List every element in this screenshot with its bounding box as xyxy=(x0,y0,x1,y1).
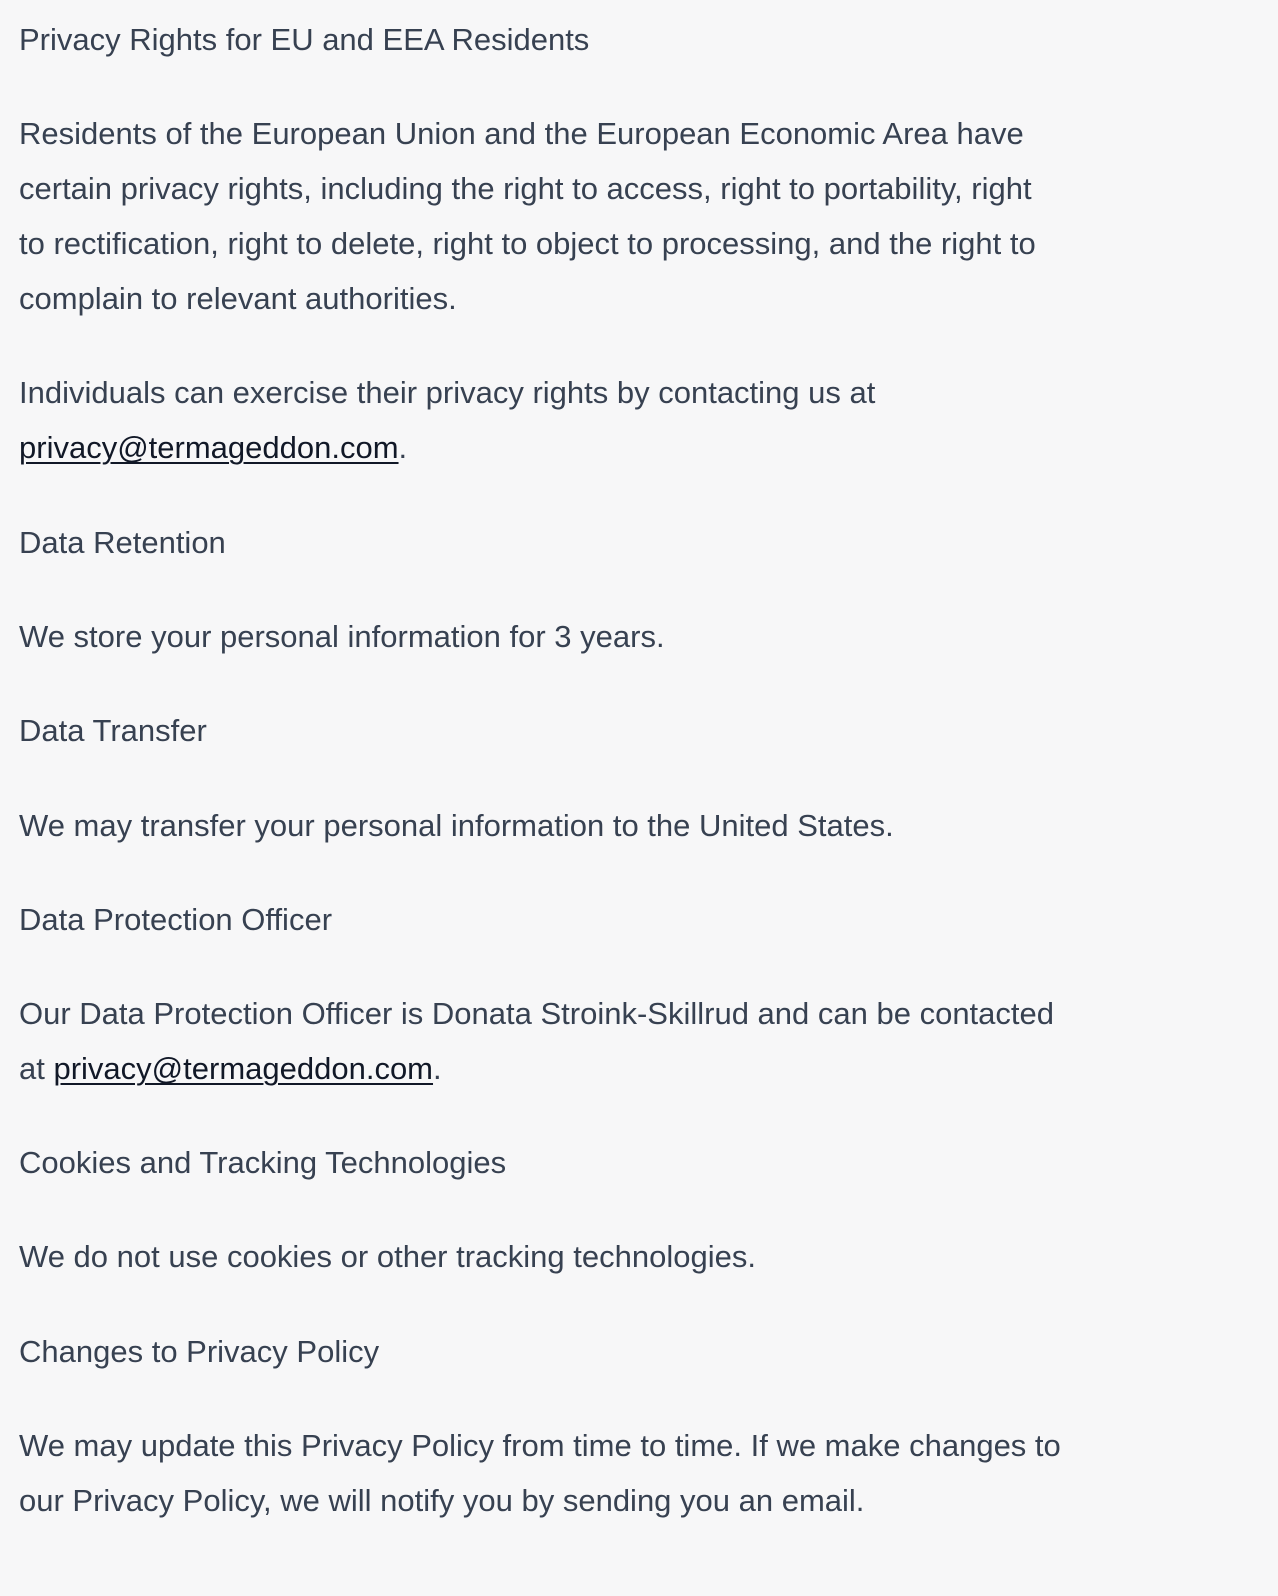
heading-data-protection-officer: Data Protection Officer xyxy=(19,902,333,937)
paragraph-dpo-line-2 xyxy=(19,1049,442,1089)
dpo-email-link[interactable]: privacy@termageddon.com xyxy=(53,1051,434,1086)
paragraph-eu-rights-line-4: complain to relevant authorities. xyxy=(19,281,457,316)
heading-cookies-tracking: Cookies and Tracking Technologies xyxy=(19,1145,507,1180)
paragraph-data-retention: We store your personal information for 3 years. xyxy=(19,619,665,654)
heading-data-retention: Data Retention xyxy=(19,525,226,560)
paragraph-eu-rights-line-3: to rectification, right to delete, right to object to processing, and the right to xyxy=(19,226,1036,261)
heading-changes-privacy-policy: Changes to Privacy Policy xyxy=(19,1334,380,1369)
sentence-period: . xyxy=(398,430,408,465)
paragraph-cookies-tracking: We do not use cookies or other tracking technologies. xyxy=(19,1239,756,1274)
paragraph-exercise-rights-line-2 xyxy=(19,428,407,468)
heading-privacy-rights-eu-eea: Privacy Rights for EU and EEA Residents xyxy=(19,22,590,57)
dpo-at-text: at xyxy=(19,1051,45,1086)
privacy-email-link[interactable]: privacy@termageddon.com xyxy=(19,430,399,465)
paragraph-changes-line-1: We may update this Privacy Policy from time to time. If we make changes to xyxy=(19,1428,1061,1463)
paragraph-eu-rights-line-2: certain privacy rights, including the right to access, right to portability, right xyxy=(19,171,1032,206)
sentence-period: . xyxy=(433,1051,442,1086)
paragraph-changes-line-2: our Privacy Policy, we will notify you by sending you an email. xyxy=(19,1483,865,1518)
paragraph-data-transfer: We may transfer your personal information to the United States. xyxy=(19,808,894,843)
paragraph-dpo-line-1: Our Data Protection Officer is Donata Stroink-Skillrud and can be contacted xyxy=(19,996,1055,1031)
heading-data-transfer: Data Transfer xyxy=(19,713,207,748)
paragraph-eu-rights-line-1: Residents of the European Union and the European Economic Area have xyxy=(19,116,1024,151)
paragraph-exercise-rights-line-1: Individuals can exercise their privacy rights by contacting us at xyxy=(19,375,876,410)
